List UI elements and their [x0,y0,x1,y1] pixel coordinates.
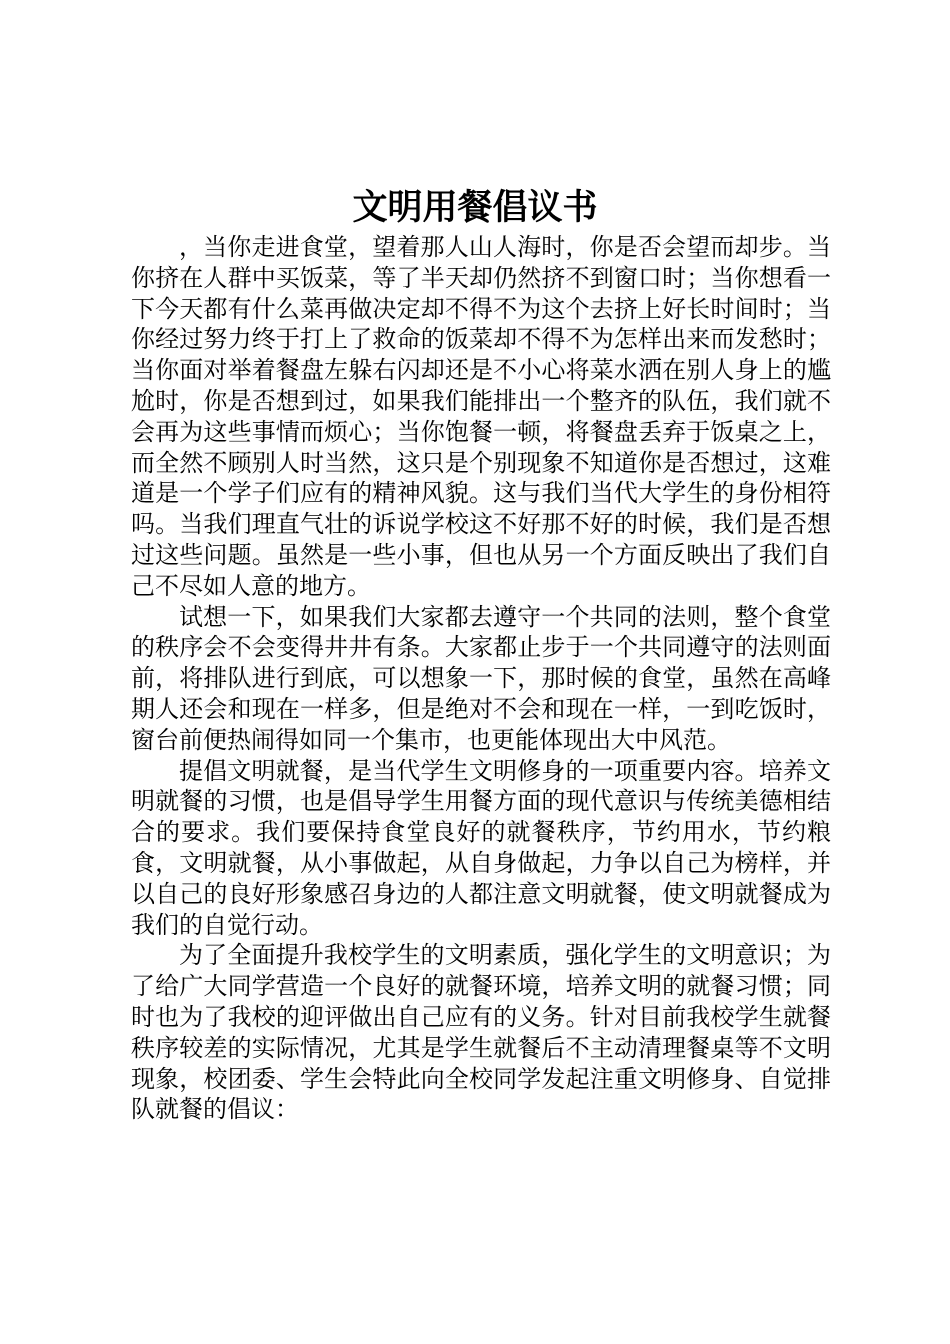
paragraph-3: 提倡文明就餐，是当代学生文明修身的一项重要内容。培养文明就餐的习惯，也是倡导学生用餐方面的现代意识与传统美德相结合的要求。我们要保持食堂良好的就餐秩序，节约用水，节约粮食，文明就餐，从小事做起，从自身做起，力争以自己为榜样，并以自己的良好形象感召身边的人都注意文明就餐，使文明就餐成为我们的自觉行动。 [131,756,831,939]
document-body [131,232,831,1125]
paragraph-2: 试想一下，如果我们大家都去遵守一个共同的法则，整个食堂的秩序会不会变得井井有条。大家都止步于一个共同遵守的法则面前，将排队进行到底，可以想象一下，那时候的食堂，虽然在高峰期人还会和现在一样多，但是绝对不会和现在一样，一到吃饭时，窗台前便热闹得如同一个集市，也更能体现出大中风范。 [131,602,831,754]
paragraph-1: ，当你走进食堂，望着那人山人海时，你是否会望而却步。当你挤在人群中买饭菜，等了半天却仍然挤不到窗口时；当你想看一下今天都有什么菜再做决定却不得不为这个去挤上好长时间时；当你经过努力终于打上了救命的饭菜却不得不为怎样出来而发愁时；当你面对举着餐盘左躲右闪却还是不小心将菜水洒在别人身上的尴尬时，你是否想到过，如果我们能排出一个整齐的队伍，我们就不会再为这些事情而烦心；当你饱餐一顿，将餐盘丢弃于饭桌之上，而全然不顾别人时当然，这只是个别现象不知道你是否想过，这难道是一个学子们应有的精神风貌。这与我们当代大学生的身份相符吗。当我们理直气壮的诉说学校这不好那不好的时候，我们是否想过这些问题。虽然是一些小事，但也从另一个方面反映出了我们自己不尽如人意的地方。 [131,233,831,600]
document-title: 文明用餐倡议书 [352,188,598,228]
paragraph-4: 为了全面提升我校学生的文明素质，强化学生的文明意识；为了给广大同学营造一个良好的就餐环境，培养文明的就餐习惯；同时也为了我校的迎评做出自己应有的义务。针对目前我校学生就餐秩序较差的实际情况，尤其是学生就餐后不主动清理餐桌等不文明现象，校团委、学生会特此向全校同学发起注重文明修身、自觉排队就餐的倡议： [131,941,831,1124]
